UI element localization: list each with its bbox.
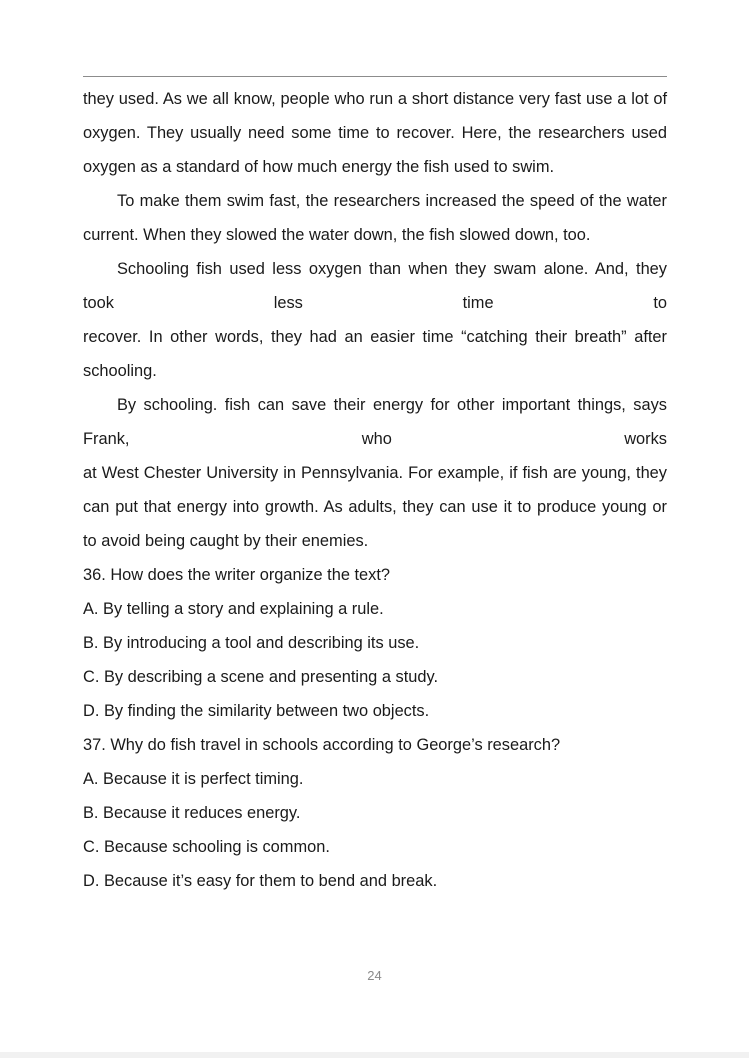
answer-option-b: B. By introducing a tool and describing its use. — [83, 634, 420, 652]
page-bottom-edge — [0, 1052, 749, 1058]
page-number: 24 — [367, 968, 382, 983]
header-rule — [83, 76, 667, 77]
answer-option-a: A. Because it is perfect timing. — [83, 770, 304, 788]
answer-option-c: C. Because schooling is common. — [83, 838, 330, 856]
answer-option-d: D. By finding the similarity between two objects. — [83, 702, 430, 720]
answer-option-b: B. Because it reduces energy. — [83, 804, 301, 822]
paragraph-4-line-a: By schooling. fish can save their energy for other important things, says Frank, who works — [83, 396, 667, 448]
question-stem: 36. How does the writer organize the text? — [83, 566, 391, 584]
question-stem: 37. Why do fish travel in schools according to George’s research? — [83, 736, 561, 754]
paragraph-3-line-a: Schooling fish used less oxygen than when they swam alone. And, they took less time to — [83, 260, 667, 312]
answer-option-a: A. By telling a story and explaining a rule. — [83, 600, 384, 618]
paragraph-3-line-b: recover. In other words, they had an easier time “catching their breath” after schooling. — [83, 328, 667, 380]
answer-option-c: C. By describing a scene and presenting a study. — [83, 668, 439, 686]
paragraph-1: they used. As we all know, people who run a short distance very fast use a lot of oxygen. They usually need some time to recover. Here, the researchers used oxygen as a standard of how much energy the fish used to swim. — [83, 90, 667, 176]
paragraph-4-line-b: at West Chester University in Pennsylvania. For example, if fish are young, they can put that energy into growth. As adults, they can use it to produce young or to avoid being caught by their enemies. — [83, 464, 667, 550]
paragraph-2: To make them swim fast, the researchers increased the speed of the water current. When they slowed the water down, the fish slowed down, too. — [83, 192, 667, 244]
page-content — [83, 82, 667, 898]
answer-option-d: D. Because it’s easy for them to bend and break. — [83, 872, 438, 890]
question-37 — [83, 728, 667, 898]
question-36 — [83, 558, 667, 728]
